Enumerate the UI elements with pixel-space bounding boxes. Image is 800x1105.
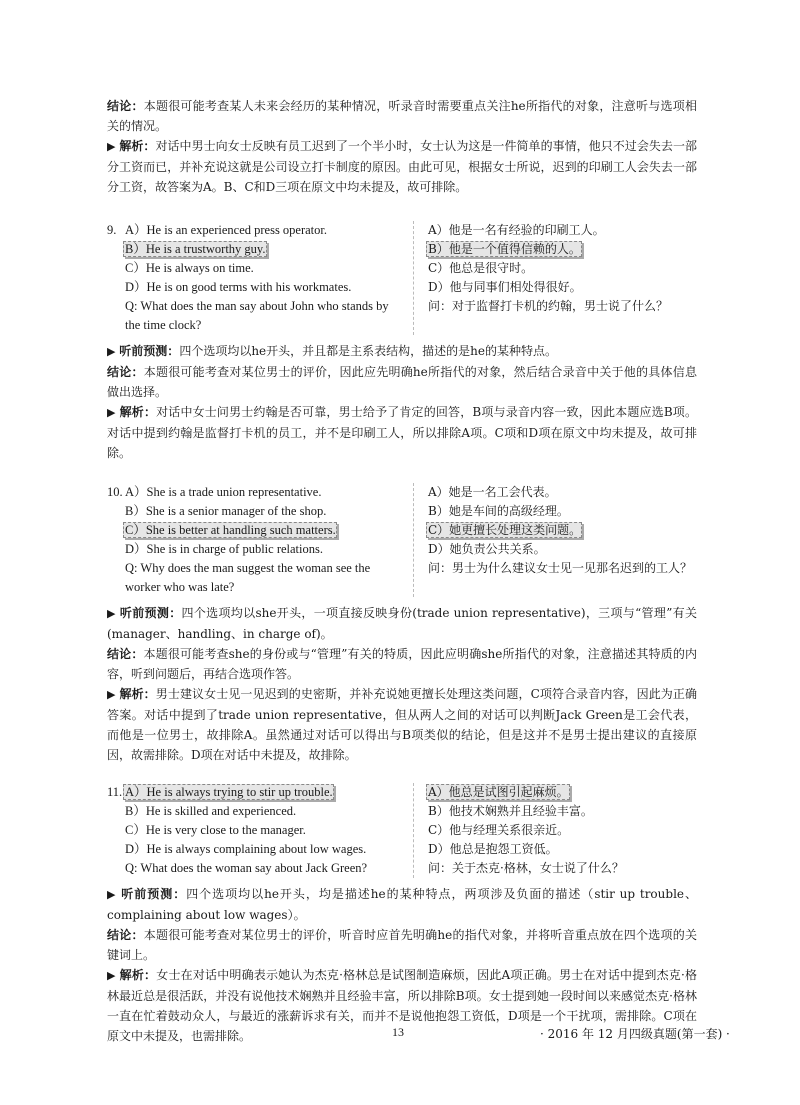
preview-text: 四个选项均以he开头，均是描述he的某种特点，两项涉及负面的描述（stir up trouble、complaining about low wages）。 [107, 887, 697, 922]
conclusion-label: 结论： [107, 99, 144, 113]
option-c-zh: C）他总是很守时。 [428, 261, 534, 275]
conclusion-text: 本题很可能考查she的身份或与“管理”有关的特质，因此应明确she所指代的对象，注意描述其特质的内容，听到问题后，再结合选项作答。 [107, 647, 697, 681]
option-b-en: B）He is skilled and experienced. [125, 804, 297, 818]
option-b-en-answer: B）He is a trustworthy guy. [125, 242, 266, 256]
triangle-icon: ▶ [107, 688, 116, 701]
options-english [107, 783, 414, 878]
preview-paragraph [107, 341, 697, 362]
conclusion-text: 本题很可能考查对某位男士的评价，因此应先明确he所指代的对象，然后结合录音中关于他的具体信息做出选择。 [107, 365, 697, 399]
triangle-icon: ▶ [107, 140, 116, 153]
option-d-en: D）She is in charge of public relations. [125, 542, 323, 556]
option-d-en: D）He is always complaining about low wages. [125, 842, 367, 856]
question-9-options [107, 221, 697, 335]
conclusion-text: 本题很可能考查某人未来会经历的某种情况，听录音时需要重点关注he所指代的对象，注意听与选项相关的情况。 [107, 99, 697, 133]
conclusion-paragraph [107, 644, 697, 684]
question-number: 9. [107, 223, 117, 237]
option-b-en: B）She is a senior manager of the shop. [125, 504, 327, 518]
option-b-zh: B）他技术娴熟并且经验丰富。 [428, 804, 593, 818]
option-a-en-answer: A）He is always trying to stir up trouble. [125, 785, 333, 799]
triangle-icon: ▶ [107, 345, 116, 358]
analysis-paragraph [107, 402, 697, 463]
conclusion-paragraph [107, 96, 697, 136]
analysis-label: 解析： [119, 139, 156, 153]
question-number: 11. [107, 785, 123, 799]
option-a-en: A）She is a trade union representative. [125, 485, 322, 499]
conclusion-paragraph [107, 362, 697, 402]
question-zh: 问：男士为什么建议女士见一见那名迟到的工人？ [428, 561, 693, 575]
preview-label: 听前预测： [119, 344, 180, 358]
preview-text: 四个选项均以she开头，一项直接反映身份(trade union representative)，三项与“管理”有关(manager、handling、in charge of)。 [107, 606, 697, 641]
triangle-icon: ▶ [107, 969, 116, 982]
conclusion-label: 结论： [107, 365, 144, 379]
conclusion-label: 结论： [107, 928, 144, 942]
question-10-options [107, 483, 697, 597]
question-en: Q: What does the man say about John who stands by the time clock? [125, 299, 389, 332]
option-c-zh-answer: C）她更擅长处理这类问题。 [428, 523, 582, 537]
option-a-zh-answer: A）他总是试图引起麻烦。 [428, 785, 569, 799]
footer-title: · 2016 年 12 月四级真题(第一套) · [540, 1027, 730, 1041]
preview-paragraph [107, 603, 697, 644]
option-c-en: C）He is very close to the manager. [125, 823, 306, 837]
option-a-zh: A）她是一名工会代表。 [428, 485, 557, 499]
page-footer [0, 1025, 800, 1045]
page-content [107, 96, 697, 1046]
analysis-label: 解析： [119, 687, 156, 701]
preview-label: 听前预测： [119, 606, 182, 620]
option-b-zh: B）她是车间的高级经理。 [428, 504, 569, 518]
preview-text: 四个选项均以he开头，并且都是主系表结构，描述的是he的某种特点。 [179, 344, 557, 358]
triangle-icon: ▶ [107, 888, 117, 901]
conclusion-paragraph [107, 925, 697, 965]
preview-label: 听前预测： [121, 887, 187, 901]
option-d-zh: D）她负责公共关系。 [428, 542, 546, 556]
analysis-paragraph [107, 684, 697, 765]
question-zh: 问：关于杰克·格林，女士说了什么？ [428, 861, 624, 875]
page-number: 13 [392, 1025, 404, 1039]
question-zh: 问：对于监督打卡机的约翰，男士说了什么？ [428, 299, 669, 313]
option-b-zh-answer: B）他是一个值得信赖的人。 [428, 242, 581, 256]
option-a-en: A）He is an experienced press operator. [125, 223, 328, 237]
analysis-label: 解析： [119, 968, 157, 982]
analysis-label: 解析： [119, 405, 157, 419]
conclusion-text: 本题很可能考查对某位男士的评价，听音时应首先明确he的指代对象，并将听音重点放在四个选项的关键词上。 [107, 928, 697, 962]
option-d-zh: D）他总是抱怨工资低。 [428, 842, 558, 856]
option-a-zh: A）他是一名有经验的印刷工人。 [428, 223, 605, 237]
analysis-text: 女士在对话中明确表示她认为杰克·格林总是试图制造麻烦，因此A项正确。男士在对话中提到杰克·格林最近总是很活跃，并没有说他技术娴熟并且经验丰富，所以排除B项。女士提到她一段时间以来感觉杰克·格林一直在忙着鼓动众人，与最近的涨薪诉求有关，而并不是说他抱怨工资低，D项是一个干扰项，需排除。C项在原文中未提及，也需排除。 [107, 968, 697, 1043]
options-english [107, 483, 414, 597]
question-en: Q: Why does the man suggest the woman see the worker who was late? [125, 561, 371, 594]
analysis-text: 对话中女士问男士约翰是否可靠，男士给予了肯定的回答，B项与录音内容一致，因此本题应选B项。对话中提到约翰是监督打卡机的员工，并不是印刷工人，所以排除A项。C项和D项在原文中均未提及，故可排除。 [107, 405, 697, 460]
analysis-text: 对话中男士向女士反映有员工迟到了一个半小时，女士认为这是一件简单的事情，他只不过会失去一部分工资而已，并补充说这就是公司设立打卡制度的原因。由此可见，根据女士所说，迟到的印刷工人会失去一部分工资，故答案为A。B、C和D三项在原文中均未提及，故可排除。 [107, 139, 697, 194]
options-chinese [414, 783, 697, 878]
option-d-zh: D）他与同事们相处得很好。 [428, 280, 582, 294]
option-c-en-answer: C）She is better at handling such matters. [125, 523, 336, 537]
option-c-zh: C）他与经理关系很亲近。 [428, 823, 570, 837]
options-chinese [414, 221, 697, 335]
analysis-paragraph [107, 136, 697, 197]
option-c-en: C）He is always on time. [125, 261, 254, 275]
question-en: Q: What does the woman say about Jack Green? [125, 861, 368, 875]
question-11-options [107, 783, 697, 878]
triangle-icon: ▶ [107, 406, 116, 419]
question-number: 10. [107, 485, 123, 499]
preview-paragraph [107, 884, 697, 925]
conclusion-label: 结论： [107, 647, 144, 661]
analysis-text: 男士建议女士见一见迟到的史密斯，并补充说她更擅长处理这类问题，C项符合录音内容，因此为正确答案。对话中提到了trade union representative，但从两人之间的对话可以判断Jack Green是工会代表，而他是一位男士，故排除A。虽然通过对话可以得出与B项类似的结论，但是这并不是男士提出建议的直接原因，故需排除。D项在对话中未提及，故排除。 [107, 687, 697, 762]
option-d-en: D）He is on good terms with his workmates. [125, 280, 352, 294]
triangle-icon: ▶ [107, 607, 116, 620]
options-english [107, 221, 414, 335]
options-chinese [414, 483, 697, 597]
